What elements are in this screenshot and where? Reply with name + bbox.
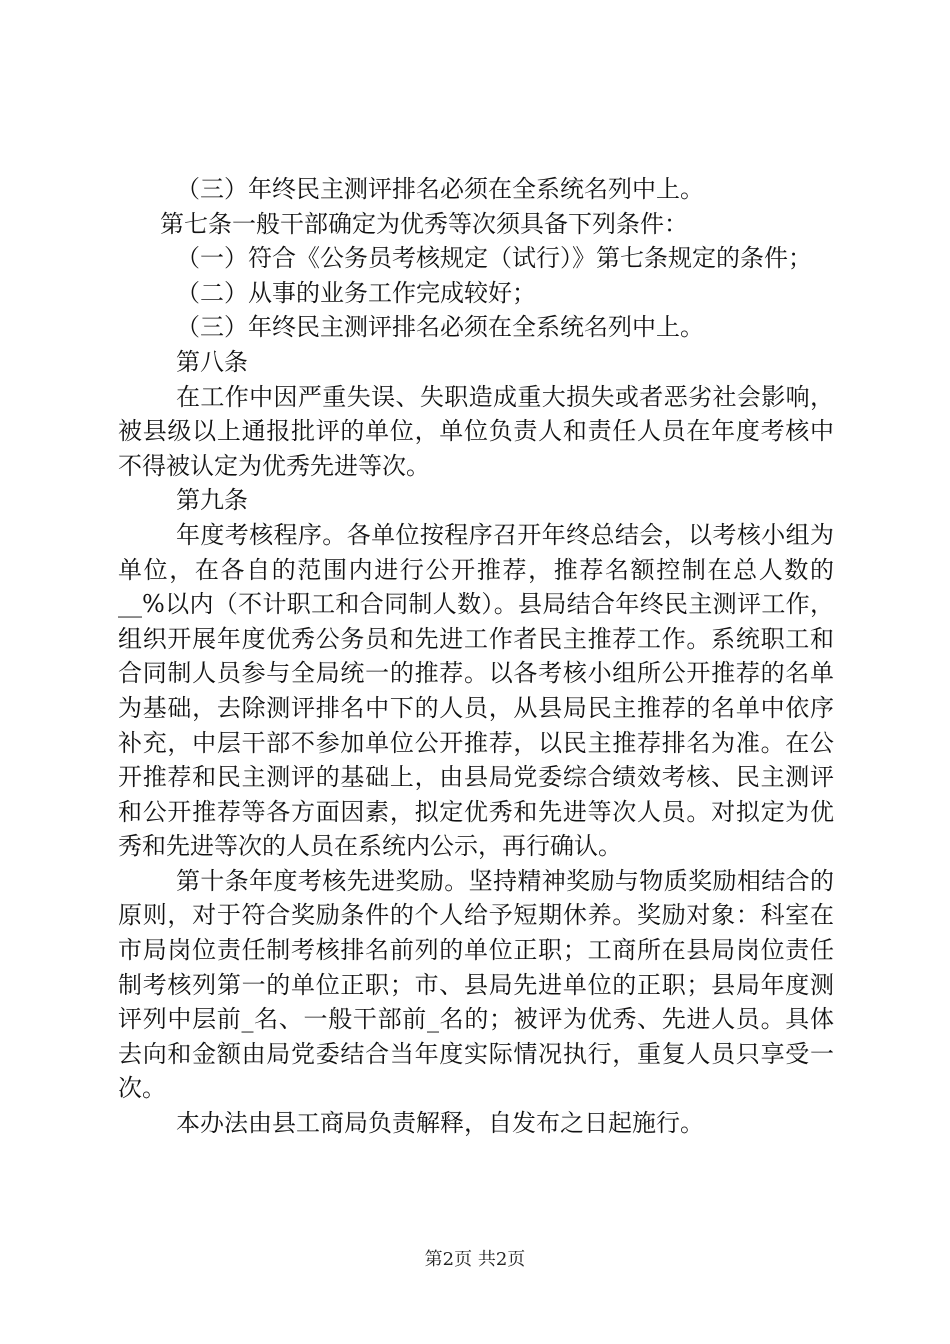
paragraph-closing: 本办法由县工商局负责解释，自发布之日起施行。 <box>176 1109 704 1138</box>
paragraph-item-2: （二）从事的业务工作完成较好； <box>176 278 536 307</box>
article-9-heading: 第九条 <box>176 486 248 515</box>
paragraph-item-1: （一）符合《公务员考核规定（试行）》第七条规定的条件； <box>176 244 812 273</box>
paragraph-item-3: （三）年终民主测评排名必须在全系统名列中上。 <box>176 313 704 342</box>
paragraph-article-8: 在工作中因严重失误、失职造成重大损失或者恶劣社会影响，被县级以上通报批评的单位，单位负责人和责任人员在年度考核中不得被认定为优秀先进等次。 <box>118 382 834 480</box>
document-body <box>118 172 834 1141</box>
page-number-footer: 第2页 共2页 <box>424 1249 526 1270</box>
paragraph-article-9: 年度考核程序。各单位按程序召开年终总结会，以考核小组为单位，在各自的范围内进行公开推荐，推荐名额控制在总人数的__%以内（不计职工和合同制人数）。县局结合年终民主测评工作，组织开展年度优秀公务员和先进工作者民主推荐工作。系统职工和合同制人员参与全局统一的推荐。以各考核小组所公开推荐的名单为基础，去除测评排名中下的人员，从县局民主推荐的名单中依序补充，中层干部不参加单位公开推荐，以民主推荐排名为准。在公开推荐和民主测评的基础上，由县局党委综合绩效考核、民主测评和公开推荐等各方面因素，拟定优秀和先进等次人员。对拟定为优秀和先进等次的人员在系统内公示，再行确认。 <box>118 520 834 861</box>
paragraph-item-3-requirement: （三）年终民主测评排名必须在全系统名列中上。 <box>176 175 704 203</box>
paragraph-article-10: 第十条年度考核先进奖励。坚持精神奖励与物质奖励相结合的原则，对于符合奖励条件的个人给予短期休养。奖励对象：科室在市局岗位责任制考核排名前列的单位正职；工商所在县局岗位责任制考核列第一的单位正职；市、县局先进单位的正职；县局年度测评列中层前_名、一般干部前_名的；被评为优秀、先进人员。具体去向和金额由局党委结合当年度实际情况执行，重复人员只享受一次。 <box>118 866 834 1103</box>
article-8-heading: 第八条 <box>176 347 248 376</box>
paragraph-article-7: 第七条一般干部确定为优秀等次须具备下列条件： <box>160 209 688 238</box>
